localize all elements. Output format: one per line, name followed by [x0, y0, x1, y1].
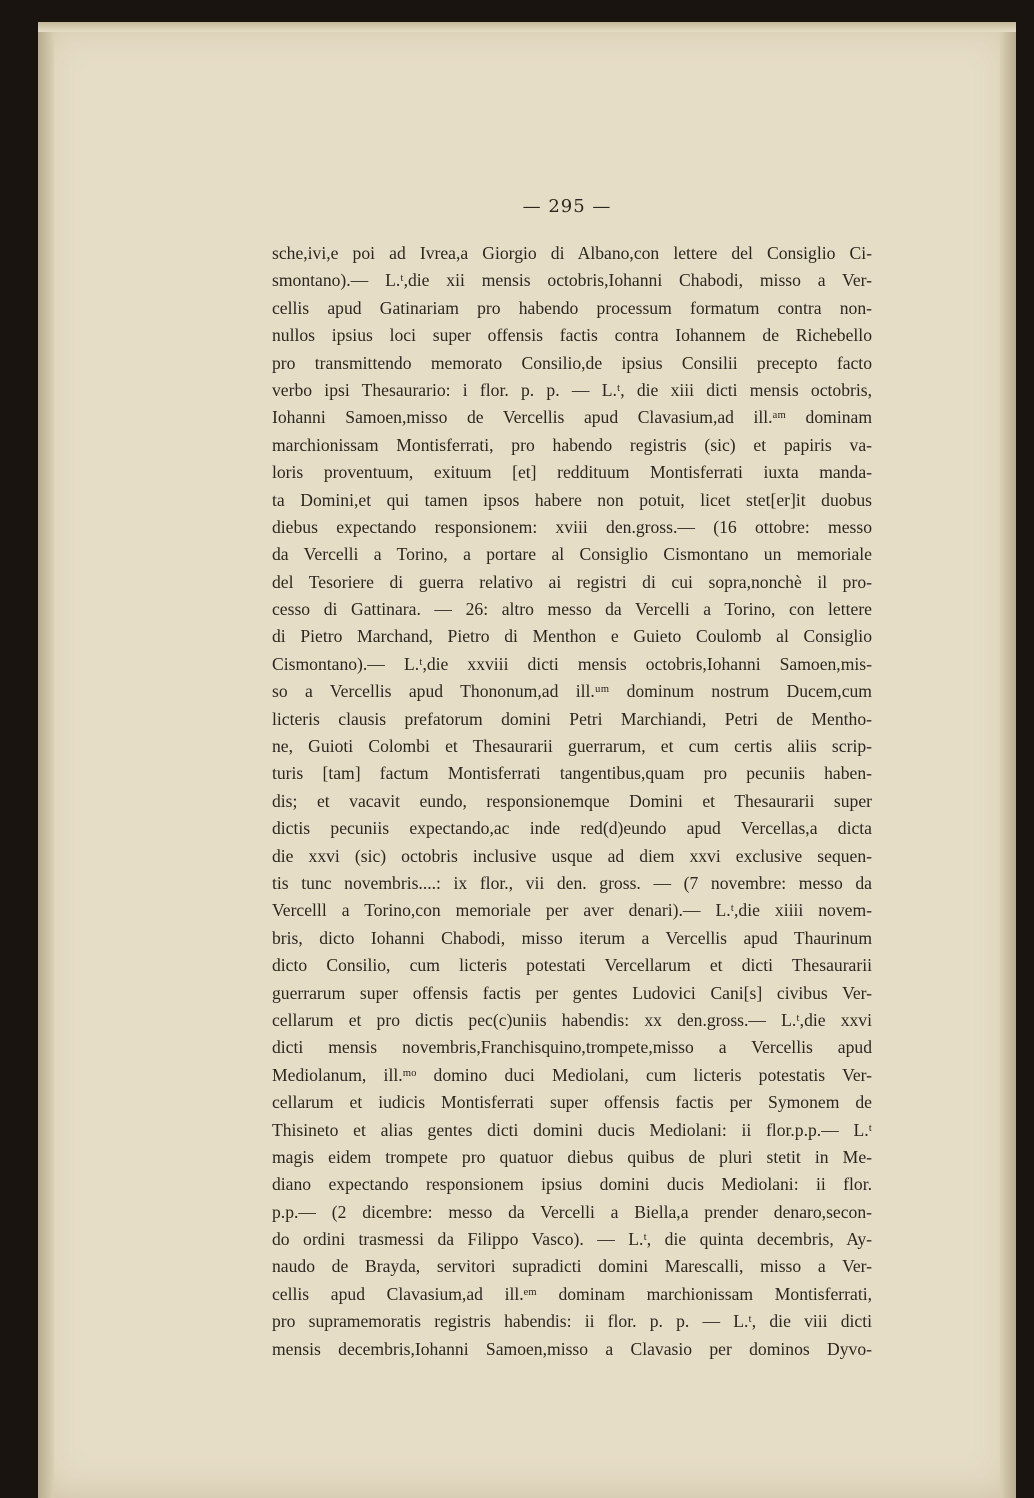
text-line: diano expectando responsionem ipsius domini ducis Mediolani: ii flor.: [272, 1174, 872, 1195]
text-line: cellis apud Gatinariam pro habendo processum formatum contra non-: [272, 297, 872, 318]
text-line: diebus expectando responsionem: xviii den.gross.— (16 ottobre: messo: [272, 516, 872, 537]
text-line: Cismontano).— L.ᵗ,die xxviii dicti mensis octobris,Iohanni Samoen,mis-: [272, 653, 872, 674]
text-line: licteris clausis prefatorum domini Petri Marchiandi, Petri de Mentho-: [272, 708, 872, 729]
text-line: turis [tam] factum Montisferrati tangentibus,quam pro pecuniis haben-: [272, 763, 872, 784]
text-line: dicti mensis novembris,Franchisquino,trompete,misso a Vercellis apud: [272, 1037, 872, 1058]
page-number: — 295 —: [522, 196, 612, 217]
text-line: marchionissam Montisferrati, pro habendo registris (sic) et papiris va-: [272, 434, 872, 455]
text-line: tis tunc novembris....: ix flor., vii den. gross. — (7 novembre: messo da: [272, 872, 872, 893]
page-edge-top: [38, 22, 1016, 32]
text-line: ne, Guioti Colombi et Thesaurarii guerrarum, et cum certis aliis scrip-: [272, 736, 872, 757]
text-line: mensis decembris,Iohanni Samoen,misso a Clavasio per dominos Dyvo-: [272, 1338, 872, 1359]
text-line: sche,ivi,e poi ad Ivrea,a Giorgio di Albano,con lettere del Consiglio Ci-: [272, 243, 872, 263]
text-line: magis eidem trompete pro quatuor diebus quibus de pluri stetit in Me-: [272, 1146, 872, 1167]
text-line: cesso di Gattinara. — 26: altro messo da Vercelli a Torino, con lettere: [272, 599, 872, 620]
body-text: [272, 240, 872, 1363]
text-line: Thisineto et alias gentes dicti domini ducis Mediolani: ii flor.p.p.— L.ᵗ: [272, 1119, 872, 1140]
text-line: Vercelll a Torino,con memoriale per aver denari).— L.ᵗ,die xiiii novem-: [272, 900, 872, 921]
text-line: p.p.— (2 dicembre: messo da Vercelli a Biella,a prender denaro,secon-: [272, 1201, 872, 1222]
text-line: dicto Consilio, cum licteris potestati Vercellarum et dicti Thesaurarii: [272, 955, 872, 976]
text-line: dis; et vacavit eundo, responsionemque Domini et Thesaurarii super: [272, 790, 872, 811]
text-line: loris proventuum, exituum [et] reddituum Montisferrati iuxta manda-: [272, 462, 872, 483]
text-line: Mediolanum, ill.ᵐᵒ domino duci Mediolani, cum licteris potestatis Ver-: [272, 1064, 872, 1085]
text-line: naudo de Brayda, servitori supradicti domini Marescalli, misso a Ver-: [272, 1256, 872, 1277]
text-line: pro supramemoratis registris habendis: ii flor. p. p. — L.ᵗ, die viii dicti: [272, 1311, 872, 1332]
page-edge-right: [1000, 22, 1016, 1498]
text-line: Iohanni Samoen,misso de Vercellis apud Clavasium,ad ill.ᵃᵐ dominam: [272, 407, 872, 428]
text-line: pro transmittendo memorato Consilio,de ipsius Consilii precepto facto: [272, 352, 872, 373]
text-line: verbo ipsi Thesaurario: i flor. p. p. — L.ᵗ, die xiii dicti mensis octobris,: [272, 379, 872, 400]
text-line: cellarum et pro dictis pec(c)uniis habendis: xx den.gross.— L.ᵗ,die xxvi: [272, 1009, 872, 1030]
text-line: bris, dicto Iohanni Chabodi, misso iterum a Vercellis apud Thaurinum: [272, 927, 872, 948]
text-line: da Vercelli a Torino, a portare al Consiglio Cismontano un memoriale: [272, 544, 872, 565]
text-line: cellis apud Clavasium,ad ill.ᵉᵐ dominam marchionissam Montisferrati,: [272, 1283, 872, 1304]
text-line: so a Vercellis apud Thononum,ad ill.ᵘᵐ dominum nostrum Ducem,cum: [272, 681, 872, 702]
text-line: smontano).— L.ᵗ,die xii mensis octobris,Iohanni Chabodi, misso a Ver-: [272, 270, 872, 291]
text-line: ta Domini,et qui tamen ipsos habere non potuit, licet stet[er]it duobus: [272, 489, 872, 510]
text-line: do ordini trasmessi da Filippo Vasco). — L.ᵗ, die quinta decembris, Ay-: [272, 1229, 872, 1250]
text-line: nullos ipsius loci super offensis factis contra Iohannem de Richebello: [272, 325, 872, 346]
text-line: del Tesoriere di guerra relativo ai registri di cui sopra,nonchè il pro-: [272, 571, 872, 592]
page-gutter-left: [38, 22, 54, 1498]
text-line: dictis pecuniis expectando,ac inde red(d)eundo apud Vercellas,a dicta: [272, 818, 872, 839]
text-line: die xxvi (sic) octobris inclusive usque ad diem xxvi exclusive sequen-: [272, 845, 872, 866]
text-line: di Pietro Marchand, Pietro di Menthon e Guieto Coulomb al Consiglio: [272, 626, 872, 647]
text-line: guerrarum super offensis factis per gentes Ludovici Cani[s] civibus Ver-: [272, 982, 872, 1003]
text-line: cellarum et iudicis Montisferrati super offensis factis per Symonem de: [272, 1092, 872, 1113]
